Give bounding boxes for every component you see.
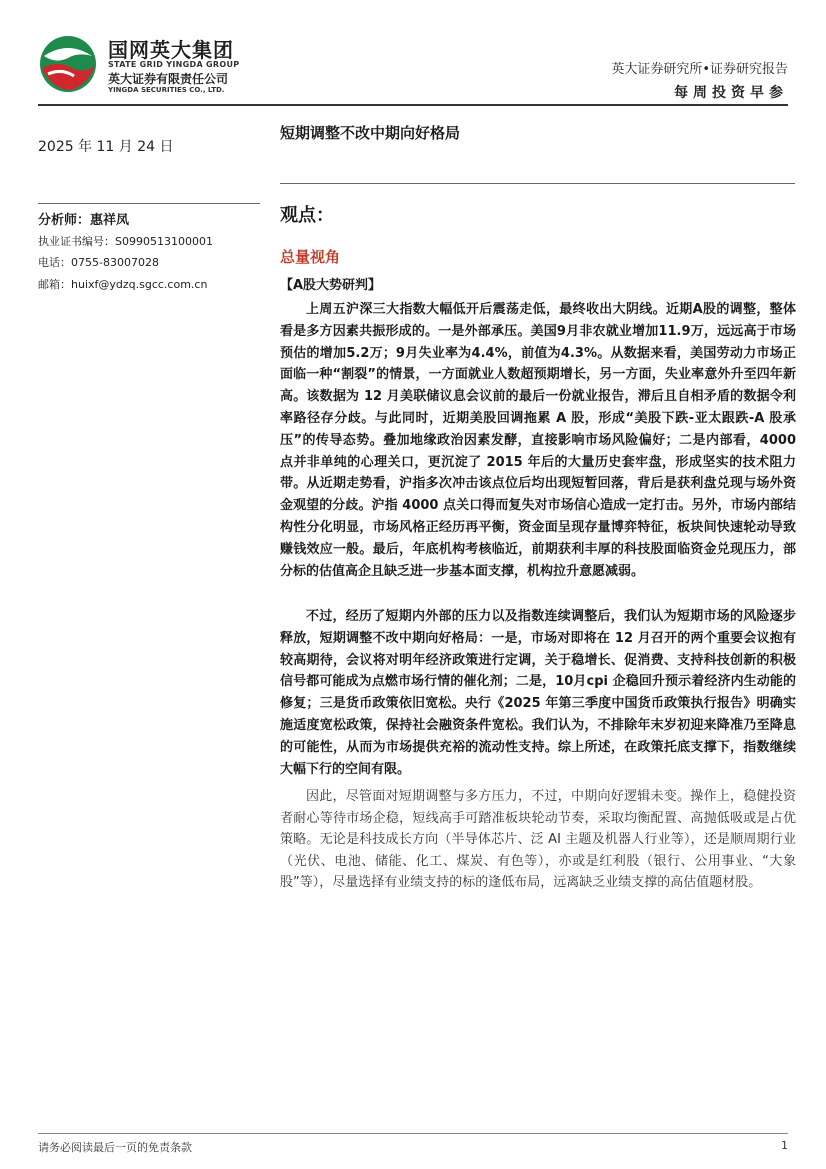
analyst-email: 邮箱：huixf@ydzq.sgcc.com.cn [38, 278, 208, 291]
paragraph: 不过，经历了短期内外部的压力以及指数连续调整后，我们认为短期市场的风险逐步释放，短期调整不改中期向好格局：一是，市场对即将在 12 月召开的两个重要会议抱有较高期待，会议将对明年经济政策进行定调，关于稳增长、促消费、支持科技创新的积极信号都可能成为点燃市场行情的催化剂；二是，10月cpi 企稳回升预示着经济内生动能的修复；三是货币政策依旧宽松。央行《2025 年第三季度中国货币政策执行报告》明确实施适度宽松政策，保持社会融资条件宽松。我们认为，不排除年末岁初迎来降准乃至降息的可能性，从而为市场提供充裕的流动性支持。综上所述，在政策托底支撑下，指数继续大幅下行的空间有限。 [280, 609, 796, 777]
analyst-phone: 电话：0755-83007028 [38, 256, 159, 269]
section-heading: 总量视角 [280, 248, 341, 266]
institute-label: 英大证券研究所•证券研究报告 [611, 62, 788, 77]
header-divider [38, 104, 788, 106]
company-name-cn: 国网英大集团 [108, 38, 234, 62]
analyst-cert: 执业证书编号：S0990513100001 [38, 235, 213, 248]
paragraph: 上周五沪深三大指数大幅低开后震荡走低，最终收出大阴线。近期A股的调整，整体看是多方因素共振形成的。一是外部承压。美国9月非农就业增加11.9万，远远高于市场预估的增加5.2万；9月失业率为4.4%，前值为4.3%。从数据来看，美国劳动力市场正面临一种“割裂”的情景，一方面就业人数超预期增长，另一方面，失业率意外升至四年新高。该数据为 12 月美联储议息会议前的最后一份就业报告，滞后且自相矛盾的数据令利率路径存分歧。与此同时，近期美股回调拖累 A 股，形成“美股下跌-亚太跟跌-A 股承压”的传导态势。叠加地缘政治因素发酵，直接影响市场风险偏好；二是内部看，4000 点并非单纯的心理关口，更沉淀了 2015 年后的大量历史套牢盘，形成坚实的技术阻力带。从近期走势看，沪指多次冲击该点位后均出现短暂回落，背后是获利盘兑现与场外资金观望的分歧。沪指 4000 点关口得而复失对市场信心造成一定打击。另外，市场内部结构性分化明显，市场风格正经历再平衡，资金面呈现存量博弈特征，板块间快速轮动导致赚钱效应一般。最后，年底机构考核临近，前期获利丰厚的科技股面临资金兑现压力，部分标的估值高企且缺乏进一步基本面支撑，机构拉升意愿减弱。 [280, 302, 796, 579]
disclaimer-note: 请务必阅读最后一页的免责条款 [38, 1141, 192, 1154]
analyst-divider [38, 203, 260, 204]
page-number: 1 [781, 1139, 788, 1152]
subsection-heading: 【A股大势研判】 [280, 278, 382, 293]
report-title: 短期调整不改中期向好格局 [280, 124, 461, 142]
footer-divider [38, 1133, 788, 1134]
title-divider [280, 183, 795, 184]
securities-name-en: YINGDA SECURITIES CO., LTD. [108, 86, 225, 94]
securities-name-cn: 英大证券有限责任公司 [108, 72, 229, 86]
globe-logo [38, 34, 98, 94]
company-name-en: STATE GRID YINGDA GROUP [108, 60, 240, 69]
view-heading: 观点： [280, 205, 334, 226]
analyst-name: 分析师：惠祥凤 [38, 213, 130, 228]
report-date: 2025 年 11 月 24 日 [38, 139, 174, 155]
paragraph: 因此，尽管面对短期调整与多方压力，不过，中期向好逻辑未变。操作上，稳健投资者耐心等待市场企稳，短线高手可踏准板块轮动节奏，采取均衡配置、高抛低吸或是占优策略。无论是科技成长方向（半导体芯片、泛 AI 主题及机器人行业等），还是顺周期行业（光伏、电池、储能、化工、煤炭、有色等），亦或是红利股（银行、公用事业、“大象股”等），尽量选择有业绩支持的标的逢低布局，远离缺乏业绩支撑的高估值题材股。 [280, 789, 796, 891]
report-type: 每周投资早参 [674, 85, 788, 101]
